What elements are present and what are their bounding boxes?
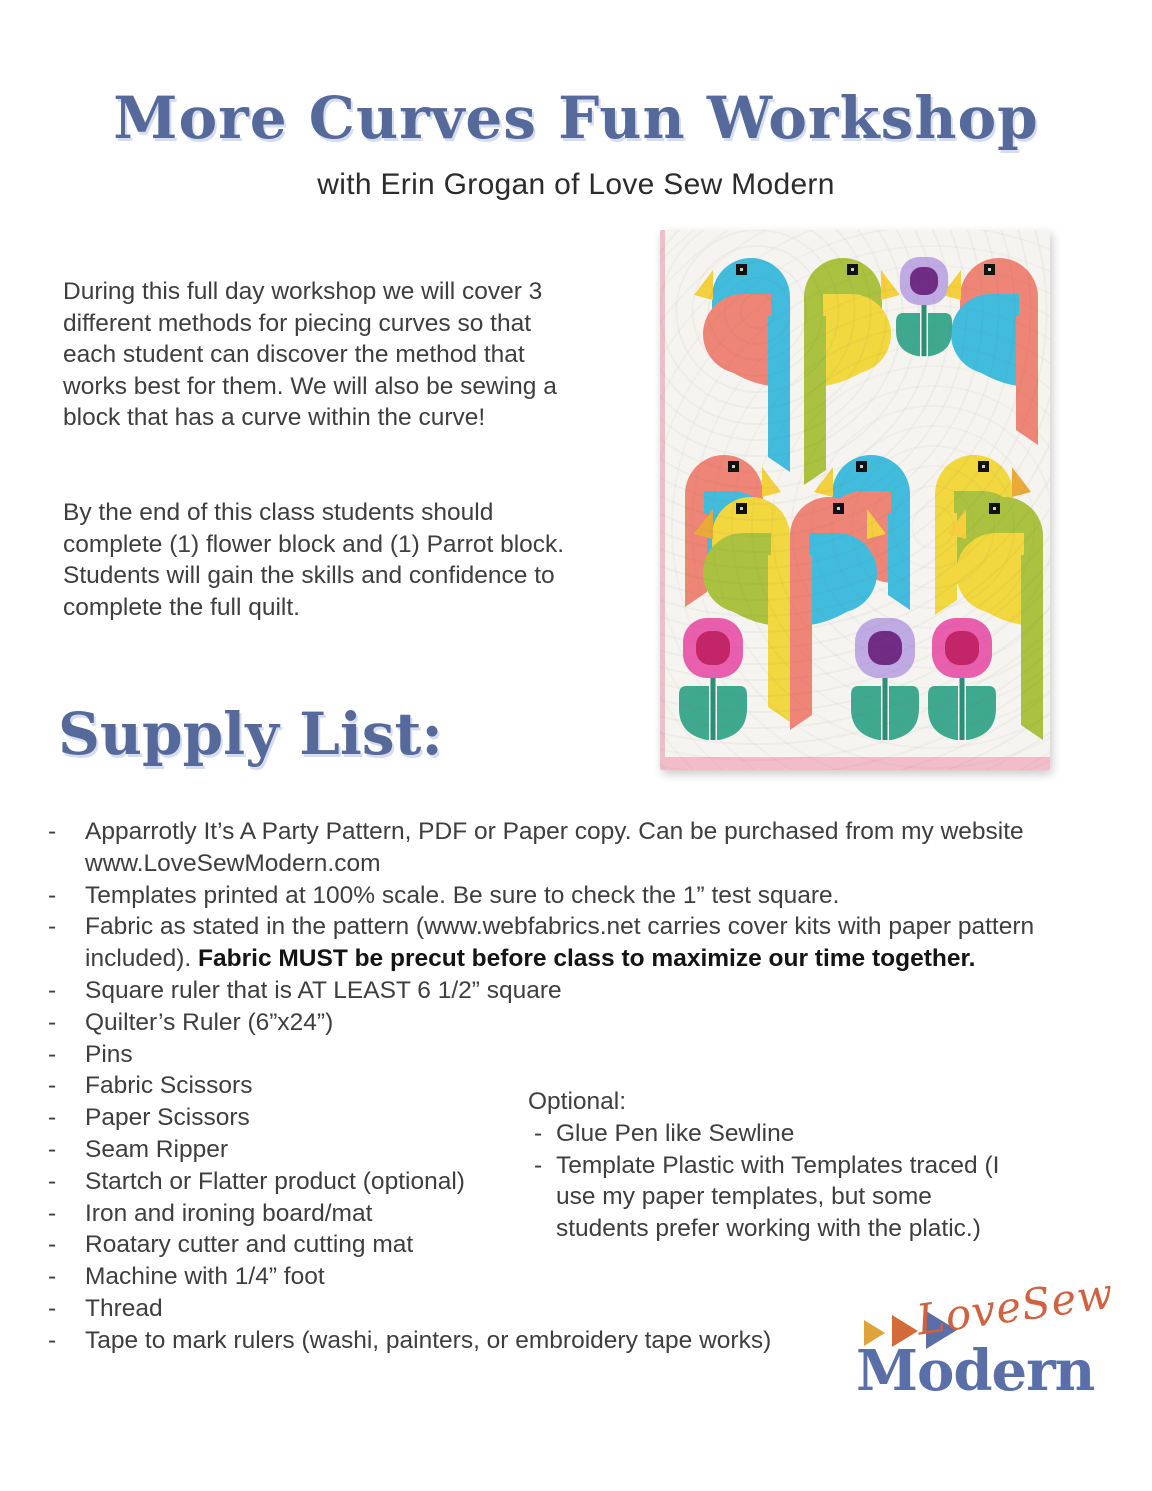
supply-list-heading: Supply List: bbox=[58, 700, 443, 768]
list-item-text: Fabric as stated in the pattern (www.webfabrics.net carries cover kits with paper pattern included). Fabric MUST be precut before class to maximize our time together. bbox=[85, 913, 1035, 973]
list-item bbox=[48, 911, 1050, 975]
intro-paragraph-2: By the end of this class students should complete (1) flower block and (1) Parrot block. Students will gain the skills and confidence to complete the full quilt. bbox=[63, 499, 565, 621]
list-item-text: Paper Scissors bbox=[85, 1104, 250, 1132]
bullet-dash: - bbox=[48, 881, 57, 909]
list-item-text: Fabric Scissors bbox=[85, 1072, 253, 1100]
quilt-binding-left bbox=[660, 230, 665, 770]
flower-center bbox=[696, 631, 730, 665]
list-item-text: Templates printed at 100% scale. Be sure to check the 1” test square. bbox=[85, 881, 840, 909]
bullet-dash: - bbox=[48, 1135, 57, 1163]
flower-center bbox=[945, 631, 979, 665]
flower-stem bbox=[883, 670, 888, 740]
list-item-text: Thread bbox=[85, 1294, 163, 1322]
list-item-text: Machine with 1/4” foot bbox=[85, 1263, 325, 1291]
optional-heading: Optional: bbox=[528, 1088, 627, 1115]
bullet-dash: - bbox=[48, 976, 57, 1004]
bullet-dash: - bbox=[534, 1119, 543, 1147]
page-subtitle: with Erin Grogan of Love Sew Modern bbox=[317, 168, 835, 201]
list-item-text: Template Plastic with Templates traced (I use my paper templates, but some students prefer working with the platic.) bbox=[556, 1151, 1000, 1243]
bullet-dash: - bbox=[48, 1040, 57, 1068]
list-item-text: Apparrotly It’s A Party Pattern, PDF or Paper copy. Can be purchased from my website www.LoveSewModern.com bbox=[85, 818, 1024, 877]
bullet-dash: - bbox=[534, 1151, 543, 1179]
list-item-text: Seam Ripper bbox=[85, 1135, 228, 1163]
list-item-text: Roatary cutter and cutting mat bbox=[85, 1231, 414, 1259]
bullet-dash: - bbox=[48, 1072, 57, 1100]
list-item-text: Startch or Flatter product (optional) bbox=[85, 1167, 465, 1195]
bullet-dash: - bbox=[48, 818, 57, 845]
bullet-dash: - bbox=[48, 1326, 57, 1354]
list-item bbox=[48, 975, 1050, 1007]
list-item bbox=[48, 1007, 1050, 1039]
flower-center bbox=[868, 631, 902, 665]
quilt-photo bbox=[660, 230, 1050, 770]
intro-paragraph-1: During this full day workshop we will cover 3 different methods for piecing curves so that each student can discover the method that works best for them. We will also be sewing a block that has a curve within the curve! bbox=[63, 278, 557, 432]
list-item-text: Quilter’s Ruler (6”x24”) bbox=[85, 1008, 334, 1036]
list-item-text: Tape to mark rulers (washi, painters, or embroidery tape works) bbox=[85, 1326, 772, 1354]
flower-stem bbox=[960, 670, 965, 740]
list-item bbox=[48, 1039, 1050, 1071]
page-title: More Curves Fun Workshop bbox=[113, 84, 1039, 152]
list-item-text: Iron and ironing board/mat bbox=[85, 1199, 373, 1227]
bullet-dash: - bbox=[48, 1231, 57, 1259]
logo-word-modern: Modern bbox=[856, 1338, 1095, 1404]
list-item bbox=[48, 880, 1050, 912]
list-item-text: Square ruler that is AT LEAST 6 1/2” square bbox=[85, 976, 562, 1004]
list-item-text: Pins bbox=[85, 1040, 133, 1068]
bullet-dash: - bbox=[48, 913, 57, 941]
bullet-dash: - bbox=[48, 1104, 57, 1132]
list-item bbox=[48, 816, 1050, 880]
flower-stem bbox=[711, 670, 716, 740]
optional-section bbox=[528, 1086, 1048, 1245]
bullet-dash: - bbox=[48, 1167, 57, 1195]
logo-script-text: LoveSew bbox=[913, 1268, 1117, 1345]
quilt-svg bbox=[660, 230, 1050, 770]
quilt-binding-bottom bbox=[660, 757, 1050, 770]
list-item bbox=[528, 1118, 1048, 1150]
bullet-dash: - bbox=[48, 1008, 57, 1036]
list-item bbox=[528, 1150, 1048, 1245]
bullet-dash: - bbox=[48, 1199, 57, 1227]
love-sew-modern-logo bbox=[856, 1268, 1117, 1432]
optional-list bbox=[528, 1118, 1048, 1245]
flower-stem bbox=[922, 297, 927, 356]
bullet-dash: - bbox=[48, 1294, 57, 1322]
quilt-illustration bbox=[660, 230, 1050, 770]
list-item-text: Glue Pen like Sewline bbox=[556, 1119, 795, 1147]
bullet-dash: - bbox=[48, 1263, 57, 1291]
flower-center bbox=[910, 267, 938, 295]
